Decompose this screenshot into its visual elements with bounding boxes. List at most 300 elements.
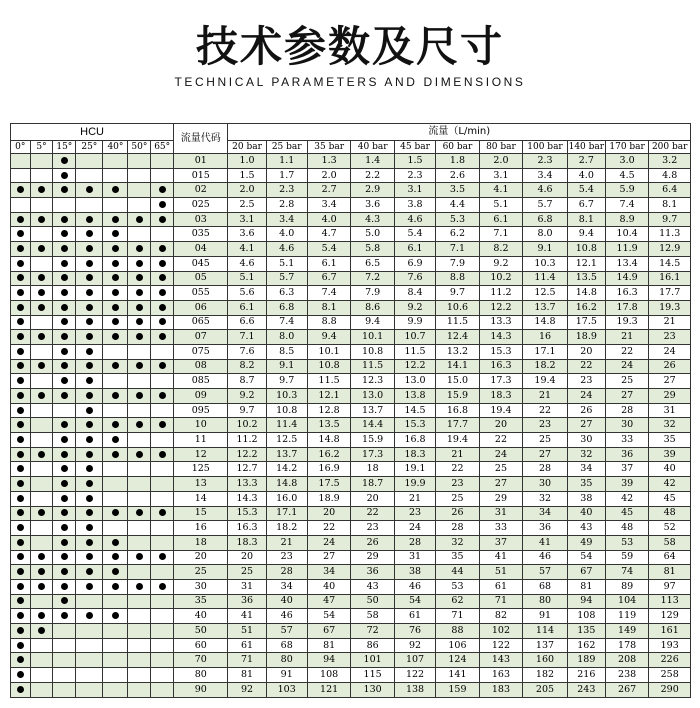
- hcu-cell: [53, 624, 76, 639]
- flow-value-cell: 124: [436, 653, 480, 668]
- hcu-cell: [30, 168, 53, 183]
- dot-marker-icon: [38, 612, 45, 619]
- flow-value-cell: 11.5: [307, 374, 351, 389]
- hcu-cell: [128, 300, 151, 315]
- hcu-cell: [53, 550, 76, 565]
- hcu-cell: [11, 344, 31, 359]
- hcu-cell: [30, 653, 53, 668]
- hcu-cell: [30, 183, 53, 198]
- table-row: [11, 594, 691, 609]
- flow-value-cell: 6.5: [351, 256, 395, 271]
- flow-header: 流量（L/min): [228, 124, 691, 141]
- flow-value-cell: 160: [523, 653, 568, 668]
- dot-marker-icon: [86, 539, 93, 546]
- dot-marker-icon: [17, 539, 24, 546]
- hcu-cell: [30, 594, 53, 609]
- flow-value-cell: 12.3: [351, 374, 395, 389]
- dot-marker-icon: [61, 583, 68, 590]
- hcu-cell: [128, 609, 151, 624]
- flow-value-cell: 58: [351, 609, 395, 624]
- page-subtitle: TECHNICAL PARAMETERS AND DIMENSIONS: [174, 75, 526, 89]
- flow-code-cell: 11: [174, 433, 228, 448]
- flow-value-cell: 15.0: [436, 374, 480, 389]
- dot-marker-icon: [17, 451, 24, 458]
- hcu-cell: [103, 198, 128, 213]
- flow-value-cell: 2.7: [567, 154, 605, 169]
- flow-value-cell: 6.9: [394, 256, 435, 271]
- flow-value-cell: 10.3: [266, 389, 307, 404]
- flow-value-cell: 80: [523, 594, 568, 609]
- hcu-cell: [151, 168, 174, 183]
- flow-value-cell: 13.7: [266, 447, 307, 462]
- dot-marker-icon: [86, 318, 93, 325]
- hcu-cell: [53, 198, 76, 213]
- flow-value-cell: 18.3: [479, 389, 523, 404]
- flow-value-cell: 11.9: [605, 242, 649, 257]
- flow-value-cell: 13.4: [605, 256, 649, 271]
- dot-marker-icon: [61, 216, 68, 223]
- hcu-cell: [103, 579, 128, 594]
- hcu-cell: [151, 565, 174, 580]
- flow-value-cell: 12.2: [394, 359, 435, 374]
- hcu-cell: [151, 477, 174, 492]
- flow-value-cell: 3.1: [394, 183, 435, 198]
- dot-marker-icon: [86, 245, 93, 252]
- flow-value-cell: 4.6: [523, 183, 568, 198]
- hcu-cell: [53, 242, 76, 257]
- hcu-cell: [103, 359, 128, 374]
- flow-value-cell: 91: [266, 668, 307, 683]
- dot-marker-icon: [17, 612, 24, 619]
- hcu-cell: [30, 286, 53, 301]
- flow-value-cell: 40: [307, 579, 351, 594]
- hcu-cell: [11, 594, 31, 609]
- flow-value-cell: 6.2: [436, 227, 480, 242]
- hcu-cell: [30, 521, 53, 536]
- hcu-cell: [151, 198, 174, 213]
- flow-code-cell: 095: [174, 403, 228, 418]
- flow-value-cell: 6.7: [307, 271, 351, 286]
- flow-code-cell: 085: [174, 374, 228, 389]
- dot-marker-icon: [38, 186, 45, 193]
- flow-value-cell: 5.4: [307, 242, 351, 257]
- flow-value-cell: 10.1: [351, 330, 395, 345]
- hcu-cell: [151, 506, 174, 521]
- hcu-cell: [128, 682, 151, 697]
- hcu-cell: [11, 624, 31, 639]
- flow-value-cell: 16.2: [307, 447, 351, 462]
- flow-value-cell: 16.8: [394, 433, 435, 448]
- flow-value-cell: 27: [307, 550, 351, 565]
- dot-marker-icon: [112, 436, 119, 443]
- hcu-cell: [103, 300, 128, 315]
- hcu-cell: [151, 300, 174, 315]
- flow-value-cell: 3.1: [479, 168, 523, 183]
- flow-value-cell: 11.4: [523, 271, 568, 286]
- flow-value-cell: 178: [605, 638, 649, 653]
- hcu-cell: [11, 403, 31, 418]
- flow-code-cell: 20: [174, 550, 228, 565]
- dot-marker-icon: [38, 451, 45, 458]
- flow-value-cell: 13.2: [436, 344, 480, 359]
- dot-marker-icon: [86, 451, 93, 458]
- hcu-cell: [151, 579, 174, 594]
- hcu-cell: [30, 579, 53, 594]
- flow-value-cell: 81: [567, 579, 605, 594]
- hcu-cell: [103, 403, 128, 418]
- hcu-cell: [128, 315, 151, 330]
- flow-value-cell: 14.8: [567, 286, 605, 301]
- flow-value-cell: 16.1: [649, 271, 691, 286]
- flow-value-cell: 18.2: [523, 359, 568, 374]
- flow-value-cell: 15.3: [228, 506, 266, 521]
- hcu-cell: [151, 653, 174, 668]
- hcu-cell: [128, 256, 151, 271]
- flow-value-cell: 3.8: [394, 198, 435, 213]
- hcu-cell: [76, 624, 103, 639]
- flow-value-cell: 53: [436, 579, 480, 594]
- hcu-cell: [151, 359, 174, 374]
- flow-value-cell: 1.4: [351, 154, 395, 169]
- flow-value-cell: 81: [228, 668, 266, 683]
- flow-value-cell: 5.4: [394, 227, 435, 242]
- dot-marker-icon: [38, 583, 45, 590]
- hcu-cell: [128, 506, 151, 521]
- hcu-cell: [128, 154, 151, 169]
- flow-value-cell: 62: [436, 594, 480, 609]
- dot-marker-icon: [86, 421, 93, 428]
- dot-marker-icon: [136, 304, 143, 311]
- flow-value-cell: 21: [266, 535, 307, 550]
- hcu-cell: [151, 550, 174, 565]
- flow-value-cell: 16.2: [567, 300, 605, 315]
- flow-value-cell: 2.7: [307, 183, 351, 198]
- flow-value-cell: 54: [394, 594, 435, 609]
- flow-value-cell: 32: [523, 491, 568, 506]
- flow-value-cell: 25: [479, 462, 523, 477]
- dot-marker-icon: [86, 362, 93, 369]
- dot-marker-icon: [86, 436, 93, 443]
- hcu-cell: [30, 374, 53, 389]
- dot-marker-icon: [136, 216, 143, 223]
- hcu-cell: [30, 682, 53, 697]
- hcu-cell: [76, 212, 103, 227]
- pressure-header: 140 bar: [568, 142, 605, 152]
- flow-value-cell: 8.5: [266, 344, 307, 359]
- hcu-cell: [53, 227, 76, 242]
- flow-value-cell: 11.2: [479, 286, 523, 301]
- hcu-cell: [151, 403, 174, 418]
- flow-code-cell: 055: [174, 286, 228, 301]
- flow-value-cell: 13.8: [394, 389, 435, 404]
- flow-value-cell: 36: [523, 521, 568, 536]
- flow-code-cell: 40: [174, 609, 228, 624]
- flow-value-cell: 19.3: [649, 300, 691, 315]
- dot-marker-icon: [112, 216, 119, 223]
- dot-marker-icon: [159, 289, 166, 296]
- hcu-cell: [128, 565, 151, 580]
- flow-value-cell: 14.5: [649, 256, 691, 271]
- hcu-cell: [53, 491, 76, 506]
- hcu-cell: [103, 550, 128, 565]
- pressure-header: 45 bar: [394, 141, 435, 154]
- flow-value-cell: 4.6: [228, 256, 266, 271]
- flow-value-cell: 10.3: [523, 256, 568, 271]
- flow-value-cell: 61: [479, 579, 523, 594]
- flow-value-cell: 2.8: [266, 198, 307, 213]
- hcu-cell: [11, 389, 31, 404]
- hcu-cell: [11, 227, 31, 242]
- dot-marker-icon: [61, 436, 68, 443]
- flow-value-cell: 80: [266, 653, 307, 668]
- dot-marker-icon: [136, 289, 143, 296]
- flow-value-cell: 8.4: [394, 286, 435, 301]
- flow-value-cell: 216: [567, 668, 605, 683]
- flow-value-cell: 108: [567, 609, 605, 624]
- table-row: [11, 344, 691, 359]
- hcu-cell: [76, 256, 103, 271]
- dot-marker-icon: [17, 597, 24, 604]
- dot-marker-icon: [38, 333, 45, 340]
- flow-value-cell: 92: [228, 682, 266, 697]
- dot-marker-icon: [17, 362, 24, 369]
- hcu-cell: [103, 286, 128, 301]
- hcu-cell: [53, 579, 76, 594]
- hcu-cell: [103, 594, 128, 609]
- flow-value-cell: 16: [523, 330, 568, 345]
- dot-marker-icon: [17, 524, 24, 531]
- flow-value-cell: 17.7: [436, 418, 480, 433]
- hcu-cell: [53, 594, 76, 609]
- dot-marker-icon: [61, 480, 68, 487]
- flow-value-cell: 22: [436, 462, 480, 477]
- dot-marker-icon: [61, 568, 68, 575]
- flow-value-cell: 2.3: [394, 168, 435, 183]
- flow-value-cell: 61: [228, 638, 266, 653]
- table-row: [11, 242, 691, 257]
- flow-value-cell: 26: [351, 535, 395, 550]
- flow-value-cell: 5.0: [351, 227, 395, 242]
- flow-value-cell: 21: [605, 330, 649, 345]
- dot-marker-icon: [86, 612, 93, 619]
- table-row: [11, 286, 691, 301]
- flow-value-cell: 17.1: [266, 506, 307, 521]
- flow-value-cell: 20: [567, 344, 605, 359]
- dot-marker-icon: [159, 509, 166, 516]
- hcu-cell: [151, 154, 174, 169]
- dot-marker-icon: [86, 495, 93, 502]
- hcu-cell: [128, 212, 151, 227]
- dot-marker-icon: [86, 216, 93, 223]
- flow-code-cell: 04: [174, 242, 228, 257]
- flow-value-cell: 8.0: [266, 330, 307, 345]
- flow-value-cell: 45: [605, 506, 649, 521]
- hcu-cell: [151, 668, 174, 683]
- dot-marker-icon: [17, 274, 24, 281]
- flow-code-cell: 14: [174, 491, 228, 506]
- hcu-cell: [30, 477, 53, 492]
- dot-marker-icon: [112, 245, 119, 252]
- flow-value-cell: 18: [351, 462, 395, 477]
- dot-marker-icon: [61, 289, 68, 296]
- hcu-cell: [11, 374, 31, 389]
- flow-value-cell: 97: [649, 579, 691, 594]
- flow-value-cell: 21: [523, 389, 568, 404]
- flow-value-cell: 6.1: [307, 256, 351, 271]
- table-row: [11, 330, 691, 345]
- flow-code-cell: 025: [174, 198, 228, 213]
- flow-value-cell: 3.5: [436, 183, 480, 198]
- hcu-cell: [103, 418, 128, 433]
- flow-code-cell: 15: [174, 506, 228, 521]
- flow-value-cell: 4.6: [394, 212, 435, 227]
- dot-marker-icon: [86, 553, 93, 560]
- dot-marker-icon: [159, 201, 166, 208]
- table-row: [11, 535, 691, 550]
- hcu-cell: [30, 198, 53, 213]
- flow-value-cell: 22: [479, 433, 523, 448]
- flow-value-cell: 7.1: [479, 227, 523, 242]
- hcu-cell: [30, 535, 53, 550]
- flow-value-cell: 27: [605, 389, 649, 404]
- hcu-cell: [53, 256, 76, 271]
- flow-value-cell: 163: [479, 668, 523, 683]
- flow-value-cell: 14.3: [479, 330, 523, 345]
- dot-marker-icon: [38, 627, 45, 634]
- hcu-cell: [11, 168, 31, 183]
- flow-value-cell: 3.6: [228, 227, 266, 242]
- flow-value-cell: 54: [567, 550, 605, 565]
- dot-marker-icon: [86, 186, 93, 193]
- hcu-cell: [53, 389, 76, 404]
- hcu-cell: [128, 447, 151, 462]
- flow-value-cell: 2.0: [228, 183, 266, 198]
- hcu-cell: [53, 638, 76, 653]
- dot-marker-icon: [38, 392, 45, 399]
- flow-value-cell: 4.1: [228, 242, 266, 257]
- dot-marker-icon: [17, 304, 24, 311]
- hcu-cell: [103, 462, 128, 477]
- hcu-cell: [103, 271, 128, 286]
- flow-value-cell: 43: [567, 521, 605, 536]
- flow-value-cell: 53: [605, 535, 649, 550]
- flow-code-cell: 80: [174, 668, 228, 683]
- dot-marker-icon: [159, 392, 166, 399]
- flow-value-cell: 18.7: [351, 477, 395, 492]
- hcu-cell: [103, 565, 128, 580]
- dot-marker-icon: [112, 260, 119, 267]
- dot-marker-icon: [17, 627, 24, 634]
- flow-code-cell: 015: [174, 168, 228, 183]
- dot-marker-icon: [136, 318, 143, 325]
- flow-value-cell: 11.2: [228, 433, 266, 448]
- hcu-cell: [76, 550, 103, 565]
- dot-marker-icon: [112, 274, 119, 281]
- hcu-cell: [76, 594, 103, 609]
- hcu-cell: [103, 242, 128, 257]
- pressure-header: 170 bar: [605, 141, 649, 154]
- flow-value-cell: 7.4: [605, 198, 649, 213]
- hcu-cell: [30, 447, 53, 462]
- flow-code-cell: 02: [174, 183, 228, 198]
- flow-value-cell: 40: [567, 506, 605, 521]
- pressure-header: 40 bar: [351, 141, 395, 154]
- flow-code-cell: 13: [174, 477, 228, 492]
- flow-value-cell: 24: [567, 389, 605, 404]
- flow-value-cell: 135: [567, 624, 605, 639]
- hcu-cell: [76, 491, 103, 506]
- flow-value-cell: 37: [479, 535, 523, 550]
- dot-marker-icon: [17, 333, 24, 340]
- flow-value-cell: 35: [649, 433, 691, 448]
- flow-value-cell: 52: [649, 521, 691, 536]
- hcu-cell: [53, 300, 76, 315]
- flow-value-cell: 162: [567, 638, 605, 653]
- hcu-cell: [103, 344, 128, 359]
- flow-value-cell: 7.9: [351, 286, 395, 301]
- flow-value-cell: 40: [649, 462, 691, 477]
- flow-value-cell: 57: [523, 565, 568, 580]
- flow-value-cell: 68: [523, 579, 568, 594]
- flow-value-cell: 4.7: [307, 227, 351, 242]
- dot-marker-icon: [112, 568, 119, 575]
- flow-value-cell: 20: [228, 550, 266, 565]
- hcu-cell: [11, 565, 31, 580]
- hcu-cell: [151, 535, 174, 550]
- table-row: [11, 227, 691, 242]
- flow-value-cell: 27: [523, 447, 568, 462]
- hcu-cell: [53, 359, 76, 374]
- dot-marker-icon: [159, 583, 166, 590]
- hcu-cell: [76, 653, 103, 668]
- flow-value-cell: 14.8: [266, 477, 307, 492]
- dot-marker-icon: [136, 509, 143, 516]
- hcu-cell: [11, 271, 31, 286]
- flow-value-cell: 6.1: [394, 242, 435, 257]
- flow-code-cell: 075: [174, 344, 228, 359]
- hcu-cell: [128, 168, 151, 183]
- hcu-cell: [11, 212, 31, 227]
- flow-value-cell: 39: [649, 447, 691, 462]
- dot-marker-icon: [159, 451, 166, 458]
- hcu-cell: [128, 668, 151, 683]
- dot-marker-icon: [86, 333, 93, 340]
- dot-marker-icon: [86, 274, 93, 281]
- hcu-cell: [128, 286, 151, 301]
- flow-code-cell: 16: [174, 521, 228, 536]
- flow-value-cell: 6.8: [266, 300, 307, 315]
- dot-marker-icon: [17, 509, 24, 516]
- hcu-cell: [53, 344, 76, 359]
- flow-value-cell: 17.3: [351, 447, 395, 462]
- flow-value-cell: 18.3: [394, 447, 435, 462]
- hcu-cell: [53, 609, 76, 624]
- hcu-cell: [76, 565, 103, 580]
- hcu-cell: [76, 521, 103, 536]
- flow-code-cell: 50: [174, 624, 228, 639]
- hcu-cell: [151, 374, 174, 389]
- hcu-cell: [11, 418, 31, 433]
- flow-value-cell: 58: [649, 535, 691, 550]
- flow-code-cell: 18: [174, 535, 228, 550]
- flow-value-cell: 14.5: [394, 403, 435, 418]
- flow-value-cell: 41: [523, 535, 568, 550]
- hcu-cell: [103, 447, 128, 462]
- flow-value-cell: 2.2: [351, 168, 395, 183]
- dot-marker-icon: [17, 465, 24, 472]
- flow-value-cell: 143: [479, 653, 523, 668]
- hcu-cell: [30, 256, 53, 271]
